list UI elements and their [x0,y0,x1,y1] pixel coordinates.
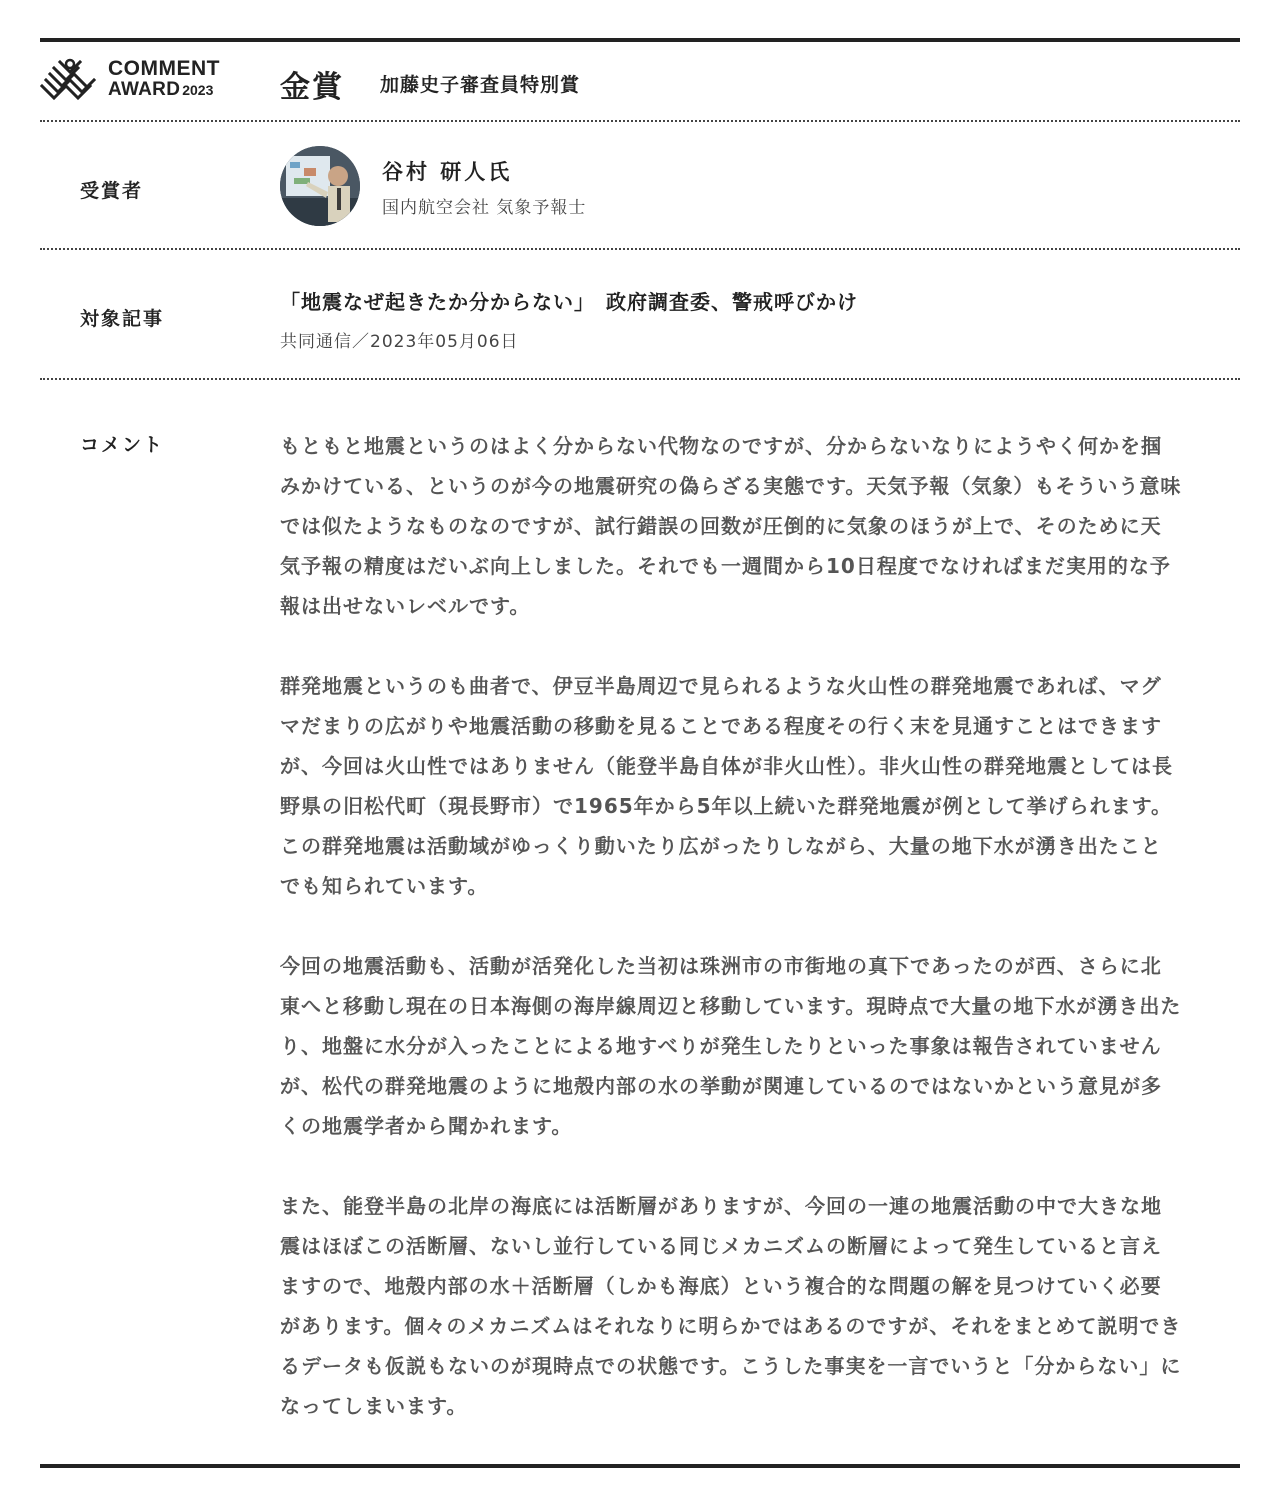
comment-paragraph: また、能登半島の北岸の海底には活断層がありますが、今回の一連の地震活動の中で大きな地震はほぼこの活断層、ないし並行している同じメカニズムの断層によって発生していると言えますので、地殻内部の水＋活断層（しかも海底）という複合的な問題の解を見つけていく必要があります。個々のメカニズムはそれなりに明らかではあるのですが、それをまとめて説明できるデータも仮説もないのが現時点での状態です。こうした事実を一言でいうと「分からない」になってしまいます。 [280,1194,1182,1418]
comment-paragraph: 群発地震というのも曲者で、伊豆半島周辺で見られるような火山性の群発地震であれば、マグマだまりの広がりや地震活動の移動を見ることである程度その行く末を見通すことはできますが、今回は火山性ではありません（能登半島自体が非火山性）。非火山性の群発地震としては長野県の旧松代町（現長野市）で1965年から5年以上続いた群発地震が例として挙げられます。この群発地震は活動域がゆっくり動いたり広がったりしながら、大量の地下水が湧き出たことでも知られています。 [280,674,1173,898]
winner-affiliation: 国内航空会社 気象予報士 [382,198,587,218]
comment-label: コメント [80,434,165,456]
divider [40,120,1240,122]
comment-paragraph: 今回の地震活動も、活動が活発化した当初は珠洲市の市街地の真下であったのが西、さらに北東へと移動し現在の日本海側の海岸線周辺と移動しています。現時点で大量の地下水が湧き出たり、地盤に水分が入ったことによる地すべりが発生したりといった事象は報告されていませんが、松代の群発地震のように地殻内部の水の挙動が関連しているのではないかという意見が多くの地震学者から聞かれます。 [280,954,1182,1138]
logo-year: 2023 [182,82,214,98]
award-subtitle: 加藤史子審査員特別賞 [380,74,581,96]
award-card [40,38,1240,1468]
avatar [280,146,360,226]
comment-body [280,426,1182,1466]
logo-line2: AWARD [108,79,181,100]
divider [40,378,1240,380]
divider [40,248,1240,250]
logo-line1: COMMENT [108,57,220,80]
comment-award-logo [40,56,240,108]
winner-label: 受賞者 [80,180,144,202]
comment-paragraph: もともと地震というのはよく分からない代物なのですが、分からないなりにようやく何かを掴みかけている、というのが今の地震研究の偽らざる実態です。天気予報（気象）もそういう意味では似たようなものなのですが、試行錯誤の回数が圧倒的に気象のほうが上で、そのために天気予報の精度はだいぶ向上しました。それでも一週間から10日程度でなければまだ実用的な予報は出せないレベルです。 [280,434,1182,618]
award-logo-icon [40,58,102,108]
article-meta: 共同通信／2023年05月06日 [280,332,519,352]
article-label: 対象記事 [80,308,165,330]
award-title: 金賞 [280,70,344,105]
winner-name: 谷村 研人氏 [382,160,513,184]
article-title: 「地震なぜ起きたか分からない」 政府調査委、警戒呼びかけ [280,290,858,314]
